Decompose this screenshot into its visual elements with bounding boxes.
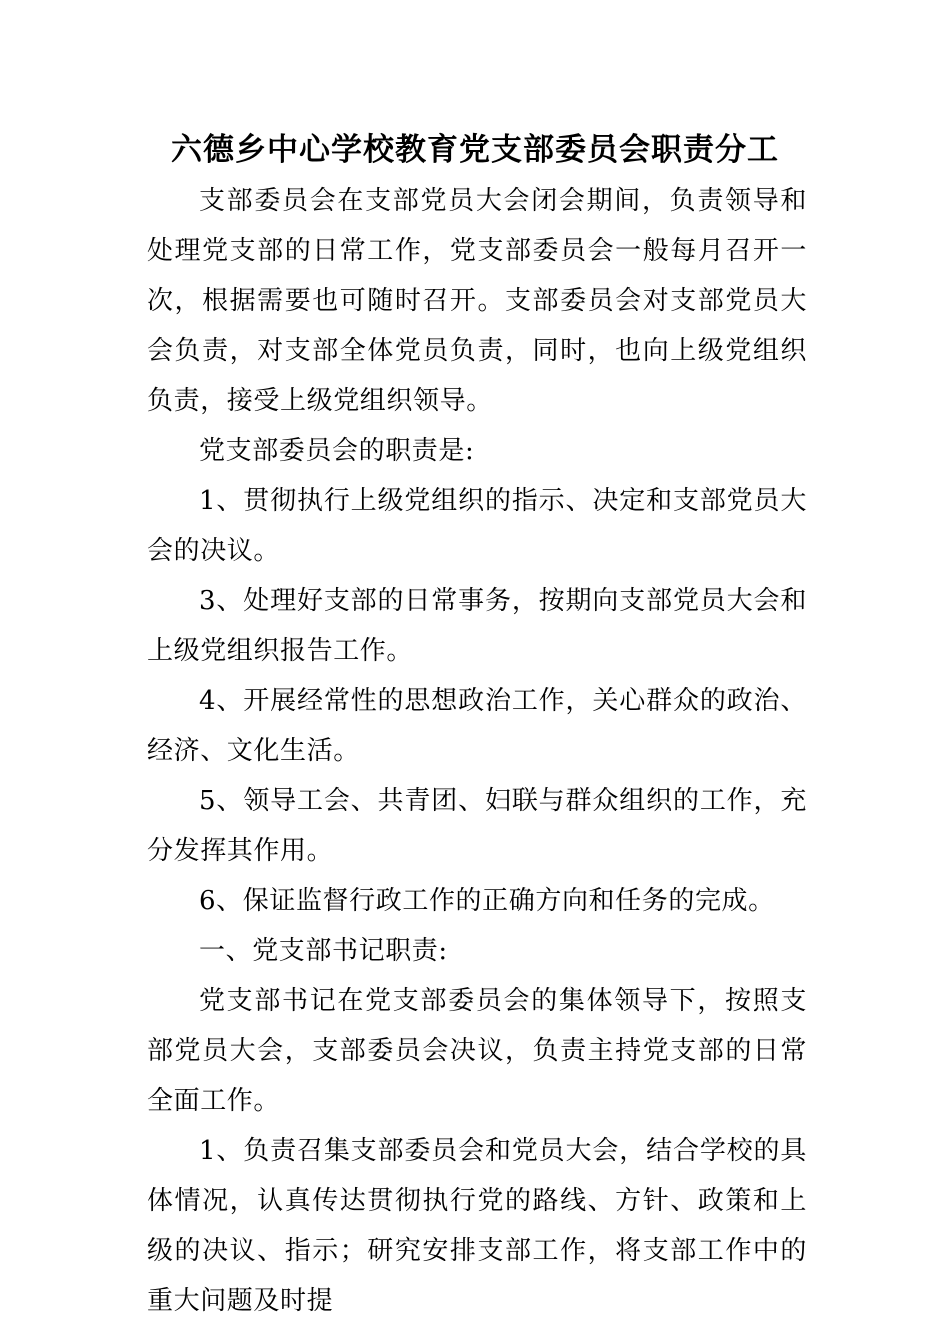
section-heading-secretary: 一、党支部书记职责: bbox=[199, 936, 448, 966]
paragraph-duty-6: 6、保证监督行政工作的正确方向和任务的完成。 bbox=[199, 886, 775, 916]
paragraph-duty-1: 1、贯彻执行上级党组织的指示、决定和支部党员大会的决议。 bbox=[147, 486, 807, 566]
paragraph-secretary-duty-1: 1、负责召集支部委员会和党员大会，结合学校的具体情况，认真传达贯彻执行党的路线、方针、政策和上级的决议、指示；研究安排支部工作，将支部工作中的重大问题及时提 bbox=[147, 1136, 807, 1316]
paragraph-duty-5: 5、领导工会、共青团、妇联与群众组织的工作，充分发挥其作用。 bbox=[147, 786, 807, 866]
paragraph-duty-3: 3、处理好支部的日常事务，按期向支部党员大会和上级党组织报告工作。 bbox=[147, 586, 807, 666]
paragraph-duty-4: 4、开展经常性的思想政治工作，关心群众的政治、经济、文化生活。 bbox=[147, 686, 807, 766]
paragraph-duties-heading: 党支部委员会的职责是: bbox=[199, 436, 475, 466]
paragraph-committee-role: 支部委员会在支部党员大会闭会期间，负责领导和处理党支部的日常工作，党支部委员会一般每月召开一次，根据需要也可随时召开。支部委员会对支部党员大会负责，对支部全体党员负责，同时，也向上级党组织负责，接受上级党组织领导。 bbox=[147, 186, 807, 416]
document-title: 六德乡中心学校教育党支部委员会职责分工 bbox=[171, 132, 779, 168]
document-body bbox=[147, 176, 807, 1326]
paragraph-secretary-role: 党支部书记在党支部委员会的集体领导下，按照支部党员大会，支部委员会决议，负责主持党支部的日常全面工作。 bbox=[147, 986, 807, 1116]
